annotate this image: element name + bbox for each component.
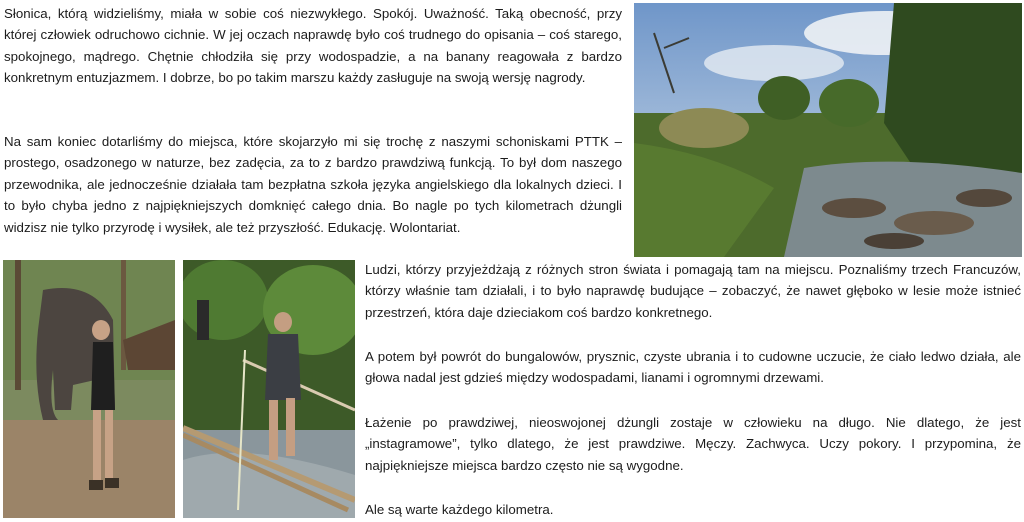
paragraph-closing: Ale są warte każdego kilometra. xyxy=(365,502,554,517)
paragraph-elephant: Słonica, którą widzieliśmy, miała w sobie coś niezwykłego. Spokój. Uważność. Taką obecność, przy której człowiek odruchowo cichnie. W jej oczach naprawdę było coś trudnego do opisania – coś starego, spokojnego, mądrego. Chętnie chłodziła się przy wodospadzie, a na banany reagowała z bardzo konkretnym entuzjazmem. I dobrze, bo po takim marszu każdy zasługuje na swoją wersję nagrody. xyxy=(4,6,622,86)
paragraph-jungle: Łażenie po prawdziwej, nieoswojonej dżungli zostaje w człowieku na długo. Nie dlatego, że jest „instagramowe”, tylko dlatego, że jest prawdziwe. Męczy. Zachwyca. Uczy pokory. I przypomina, że najpiękniejsze miejsca bardzo często nie są wygodne. xyxy=(365,415,1021,473)
photo-jungle-river xyxy=(634,3,1022,257)
paragraph-guide-house: Na sam koniec dotarliśmy do miejsca, które skojarzyło mi się trochę z naszymi schoniskami PTTK – prostego, osadzonego w naturze, bez zadęcia, za to z bardzo prawdziwą funkcją. To był dom naszego przewodnika, ale jednocześnie działała tam bezpłatna szkoła języka angielskiego dla lokalnych dzieci. I to było chyba jedno z najpiękniejszych domknięć całego dnia. Bo nagle po tych kilometrach dżungli widzisz nie tylko przyrodę i wysiłek, ale też przyszłość. Edukację. Wolontariat. xyxy=(4,134,622,235)
paragraph-return: A potem był powrót do bungalowów, prysznic, czyste ubrania i to cudowne uczucie, że ciało ledwo działa, ale głowa nadal jest gdzieś między wodospadami, lianami i ogromnymi drzewami. xyxy=(365,349,1021,386)
paragraph-volunteers: Ludzi, którzy przyjeżdżają z różnych stron świata i pomagają tam na miejscu. Poznaliśmy trzech Francuzów, którzy właśnie tam działali, i to było naprawdę budujące – zobaczyć, że nawet głęboko w lesie może istnieć przestrzeń, która daje dzieciakom coś bardzo konkretnego. xyxy=(365,262,1021,320)
photo-elephant-hiker xyxy=(3,260,175,518)
photo-bamboo-bridge xyxy=(183,260,355,518)
